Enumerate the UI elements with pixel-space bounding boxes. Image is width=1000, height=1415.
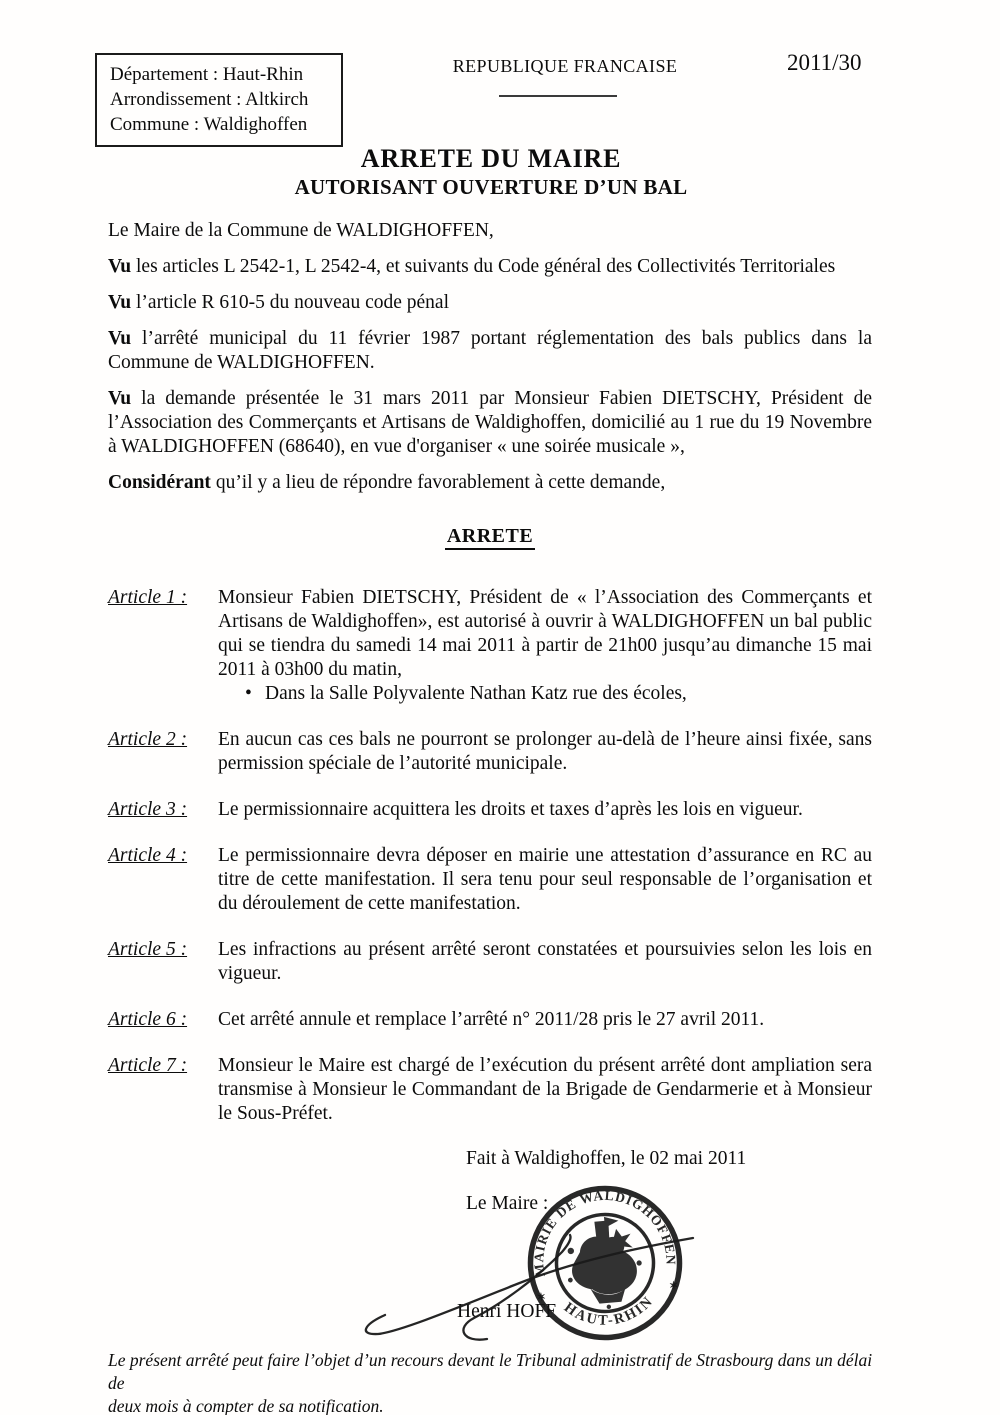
stamp-top-text: MAIRIE DE WALDIGHOFFEN [531, 1187, 679, 1278]
department-line: Département : Haut-Rhin [110, 64, 304, 85]
commune-line: Commune : Waldighoffen [110, 114, 308, 135]
handwritten-signature [355, 1222, 700, 1342]
venue-bullet-item [218, 682, 872, 706]
decree-reference-number: 2011/30 [787, 50, 862, 75]
article-text: Les infractions au présent arrêté seront constatées et poursuivies selon les lois en vigueur. [218, 939, 872, 984]
stamp-bottom-text: HAUT-RHIN [560, 1292, 657, 1329]
article-row [108, 728, 872, 776]
place-date-line: Fait à Waldighoffen, le 02 mai 2011 [466, 1148, 747, 1169]
article-label: Article 4 : [108, 845, 188, 866]
venue-text: Dans la Salle Polyvalente Nathan Katz rue des écoles, [265, 683, 687, 704]
article-text: Le permissionnaire acquittera les droits et taxes d’après les lois en vigueur. [218, 799, 803, 820]
article-text: En aucun cas ces bals ne pourront se prolonger au-delà de l’heure ainsi fixée, sans permission spéciale de l’autorité municipale. [218, 729, 872, 774]
article-text: Cet arrêté annule et remplace l’arrêté n° 2011/28 pris le 27 avril 2011. [218, 1009, 765, 1030]
arrete-heading: ARRETE [108, 524, 872, 548]
article-text: Le permissionnaire devra déposer en mairie une attestation d’assurance en RC au titre de cette manifestation. Il sera tenu pour seul responsable de l’organisation et du déroulement de cette manifestation. [218, 845, 872, 914]
article-label: Article 2 : [108, 729, 188, 750]
considerant-paragraph: Considérant qu’il y a lieu de répondre favorablement à cette demande, [108, 472, 666, 493]
article-label: Article 3 : [108, 799, 188, 820]
vu-paragraph: Vu la demande présentée le 31 mars 2011 par Monsieur Fabien DIETSCHY, Président de l’Association des Commerçants et Artisans de Waldighoffen, domicilié au 1 rue du 19 Novembre à WALDIGHOFFEN (68640), en vue d'organiser « une soirée musicale », [108, 388, 872, 457]
article-label: Article 6 : [108, 1009, 188, 1030]
republic-underline [499, 95, 617, 97]
vu-paragraph: Vu l’arrêté municipal du 11 février 1987 portant réglementation des bals publics dans la Commune de WALDIGHOFFEN. [108, 328, 872, 373]
footer-appeal-notice: Le présent arrêté peut faire l’objet d’un recours devant le Tribunal administratif de Strasbourg dans un délai de deux mois à compter de sa notification. [108, 1350, 873, 1415]
title-block [108, 144, 874, 200]
article-label: Article 5 : [108, 939, 188, 960]
vu-paragraph: Vu l’article R 610-5 du nouveau code pénal [108, 292, 449, 313]
vu-paragraph: Vu les articles L 2542-1, L 2542-4, et suivants du Code général des Collectivités Territoriales [108, 256, 836, 277]
article-text: Monsieur Fabien DIETSCHY, Président de « l’Association des Commerçants et Artisans de Waldighoffen», est autorisé à ouvrir à WALDIGHOFFEN un bal public qui se tiendra du samedi 14 mai 2011 à partir de 21h00 jusqu’au dimanche 15 mai 2011 à 03h00 du matin, • Dans la Salle Polyvalente Nathan Katz rue des écoles, [218, 587, 872, 704]
republic-heading: REPUBLIQUE FRANCAISE [452, 56, 678, 76]
article-text: Monsieur le Maire est chargé de l’exécution du présent arrêté dont ampliation sera transmise à Monsieur le Commandant de la Brigade de Gendarmerie et à Monsieur le Sous-Préfet. [218, 1055, 872, 1124]
document-title: ARRETE DU MAIRE [360, 144, 622, 173]
article-row [108, 798, 872, 822]
article-row [108, 1008, 872, 1032]
article-label: Article 7 : [108, 1055, 188, 1076]
document-subtitle: AUTORISANT OUVERTURE D’UN BAL [294, 175, 688, 199]
article-row [108, 938, 872, 986]
articles-section [108, 586, 872, 1126]
stamp-star-left: ✶ [534, 1290, 550, 1304]
bullet-icon: • [245, 683, 252, 704]
signer-title: Le Maire : [466, 1193, 549, 1214]
department-box [95, 53, 343, 147]
stamp-star-right: ✶ [665, 1278, 681, 1293]
article-row [108, 844, 872, 916]
article-row [108, 586, 872, 706]
signer-name: Henri HOFF [457, 1301, 557, 1322]
article-label: Article 1 : [108, 587, 188, 608]
arrondissement-line: Arrondissement : Altkirch [110, 89, 309, 110]
opening-paragraph: Le Maire de la Commune de WALDIGHOFFEN, [108, 220, 494, 241]
signature-strokes [355, 1222, 700, 1342]
article-row [108, 1054, 872, 1126]
document-body [108, 219, 872, 1148]
